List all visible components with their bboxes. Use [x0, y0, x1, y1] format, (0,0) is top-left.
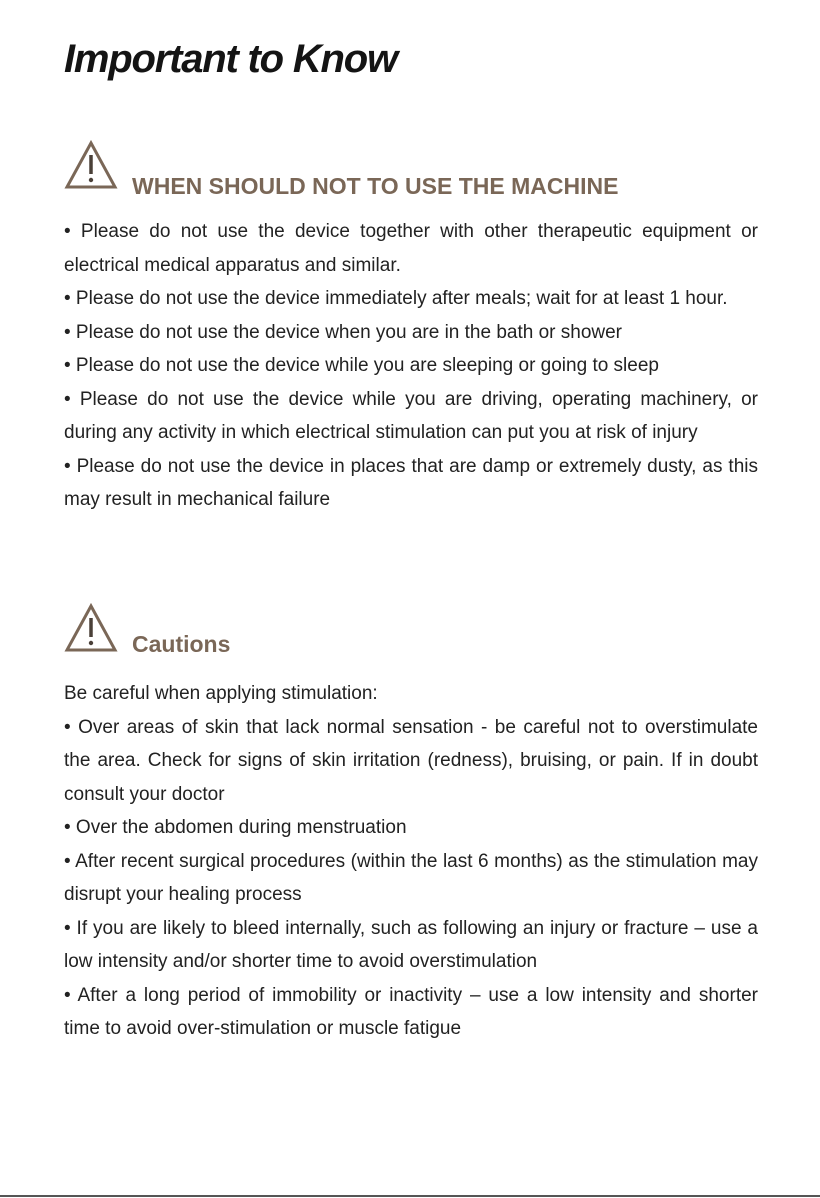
list-item: • Over areas of skin that lack normal sensation - be careful not to overstimulate the area. Check for signs of skin irritation (redness), bruising, or pain. If in doubt consult your doctor	[64, 716, 758, 805]
list-item: • Please do not use the device while you are driving, operating machinery, or during any activity in which electrical stimulation can put you at risk of injury	[64, 388, 758, 443]
warning-triangle-icon	[64, 603, 118, 653]
list-item: • After a long period of immobility or inactivity – use a low intensity and shorter time to avoid over-stimulation or muscle fatigue	[64, 984, 758, 1039]
list-item: • Please do not use the device in places that are damp or extremely dusty, as this may result in mechanical failure	[64, 455, 758, 510]
section-header	[64, 603, 758, 657]
list-item: • Please do not use the device together with other therapeutic equipment or electrical medical apparatus and similar.	[64, 221, 758, 276]
list-item: • Over the abdomen during menstruation	[64, 817, 407, 838]
list-item: • Please do not use the device immediately after meals; wait for at least 1 hour.	[64, 288, 728, 309]
section-heading: Cautions	[132, 631, 231, 657]
list-item: • If you are likely to bleed internally, such as following an injury or fracture – use a low intensity and/or shorter time to avoid overstimulation	[64, 917, 758, 972]
section-intro: Be careful when applying stimulation:	[64, 683, 378, 704]
list-item: • Please do not use the device when you are in the bath or shower	[64, 321, 623, 343]
list-item: • Please do not use the device while you are sleeping or going to sleep	[64, 355, 659, 376]
page-title: Important to Know	[64, 37, 397, 81]
list-item: • After recent surgical procedures (within the last 6 months) as the stimulation may disrupt your healing process	[64, 850, 758, 905]
section-content	[64, 677, 758, 1046]
section-cautions	[64, 603, 758, 1046]
section-when-not-to-use	[64, 140, 758, 517]
warning-triangle-icon	[64, 140, 118, 190]
section-header	[64, 140, 758, 197]
bottom-divider	[0, 1195, 820, 1197]
section-content	[64, 215, 758, 517]
section-heading: WHEN SHOULD NOT TO USE THE MACHINE	[132, 173, 619, 199]
